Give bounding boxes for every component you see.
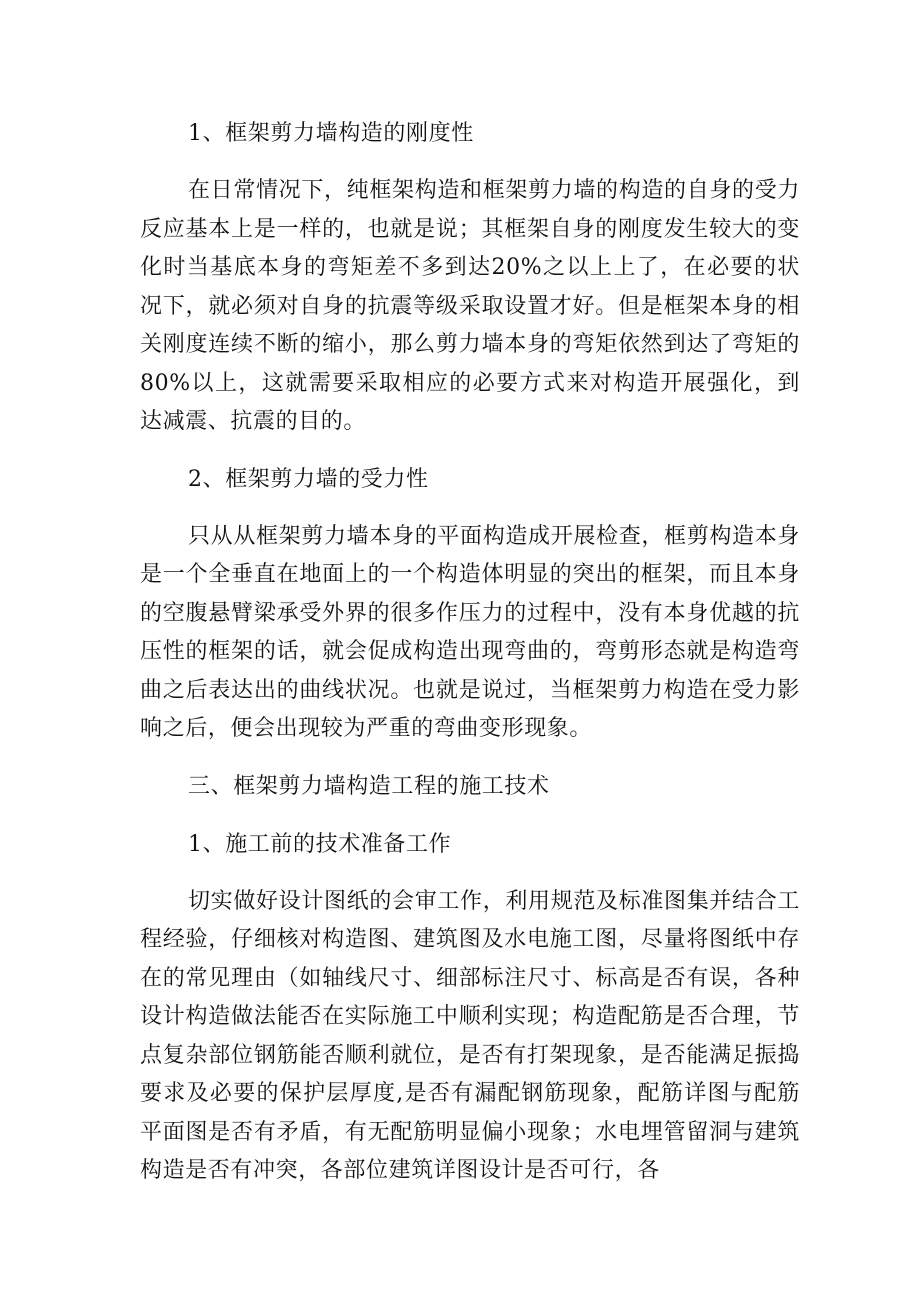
document-body — [140, 114, 800, 1209]
paragraph-force: 只从从框架剪力墙本身的平面构造成开展检查，框剪构造本身是一个全垂直在地面上的一个构造体明显的突出的框架，而且本身的空腹悬臂梁承受外界的很多作压力的过程中，没有本身优越的抗压性的框架的话，就会促成构造出现弯曲的，弯剪形态就是构造弯曲之后表达出的曲线状况。也就是说过，当框架剪力构造在受力影响之后，便会出现较为严重的弯曲变形现象。 — [140, 523, 800, 741]
section-heading-force: 2、框架剪力墙的受力性 — [188, 466, 429, 492]
chapter-heading-construction: 三、框架剪力墙构造工程的施工技术 — [188, 773, 550, 799]
section-heading-preparation: 1、施工前的技术准备工作 — [188, 831, 452, 857]
section-heading-stiffness: 1、框架剪力墙构造的刚度性 — [188, 121, 474, 146]
paragraph-preparation: 切实做好设计图纸的会审工作，利用规范及标准图集并结合工程经验，仔细核对构造图、建筑图及水电施工图，尽量将图纸中存在的常见理由（如轴线尺寸、细部标注尺寸、标高是否有误，各种设计构造做法能否在实际施工中顺利实现；构造配筋是否合理，节点复杂部位钢筋能否顺利就位，是否有打架现象，是否能满足振捣要求及必要的保护层厚度,是否有漏配钢筋现象，配筋详图与配筋平面图是否有矛盾，有无配筋明显偏小现象；水电埋管留洞与建筑构造是否有冲突，各部位建筑详图设计是否可行，各 — [140, 888, 800, 1183]
paragraph-stiffness: 在日常情况下，纯框架构造和框架剪力墙的构造的自身的受力反应基本上是一样的，也就是说；其框架自身的刚度发生较大的变化时当基底本身的弯矩差不多到达20%之以上上了，在必要的状况下，就必须对自身的抗震等级采取设置才好。但是框架本身的相关刚度连续不断的缩小，那么剪力墙本身的弯矩依然到达了弯矩的80%以上，这就需要采取相应的必要方式来对构造开展强化，到达减震、抗震的目的。 — [140, 178, 800, 434]
